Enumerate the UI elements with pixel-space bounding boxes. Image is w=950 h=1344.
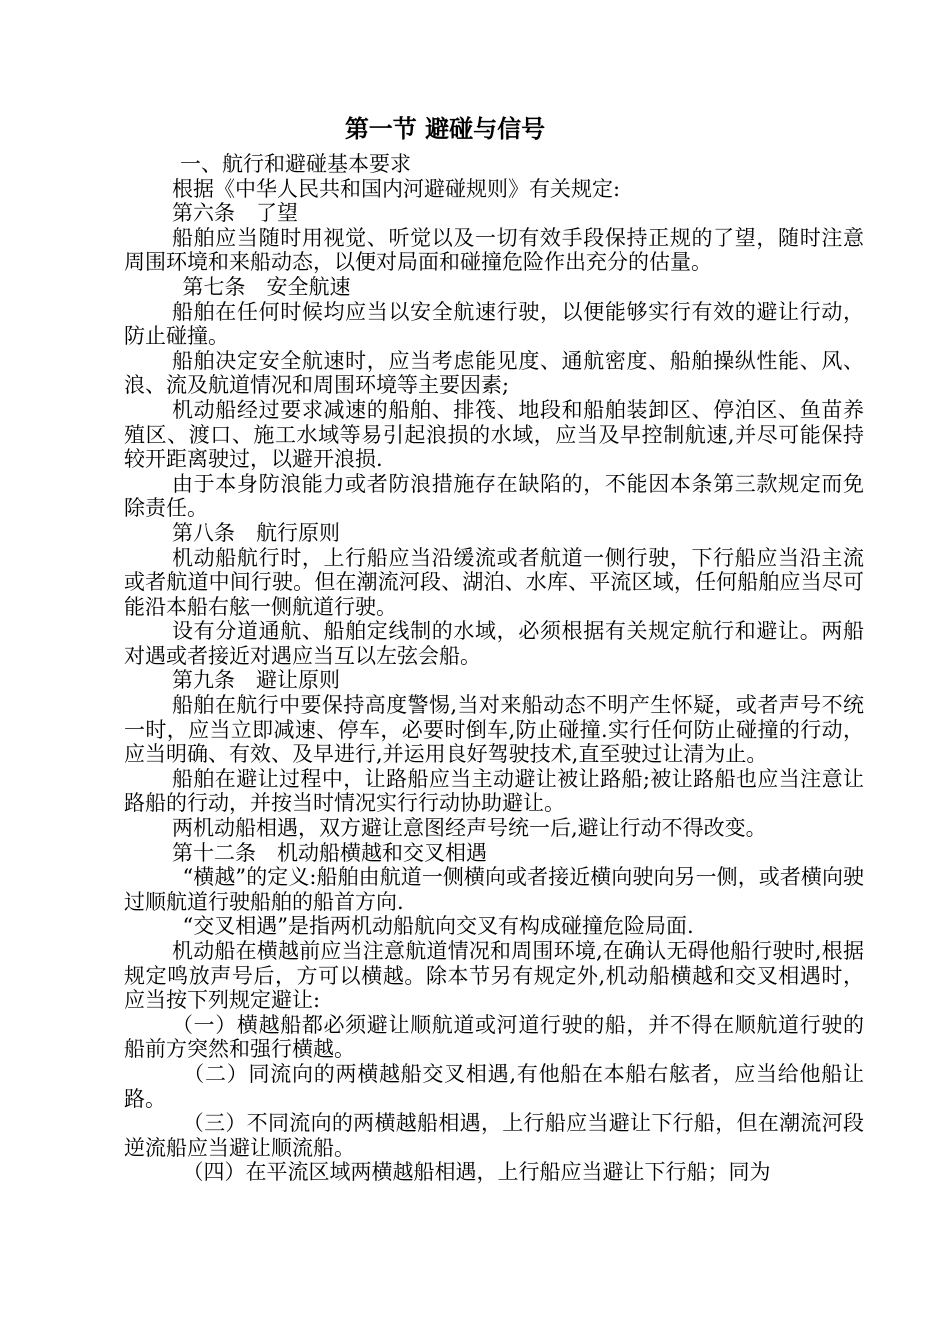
- paragraph: “交叉相遇”是指两机动船航向交叉有构成碰撞危险局面.: [172, 914, 694, 939]
- paragraph: 船舶在航行中要保持高度警惕,当对来船动态不明产生怀疑，或者声号不统一时，应当立即减速、停车，必要时倒车,防止碰撞.实行任何防止碰撞的行动，应当明确、有效、及早进行,并运用良好驾驶技术,直至驶过让清为止。: [124, 693, 864, 767]
- article-heading: 第十二条 机动船横越和交叉相遇: [172, 840, 487, 865]
- paragraph: 机动船在横越前应当注意航道情况和周围环境,在确认无碍他船行驶时,根据规定鸣放声号后，方可以横越。除本节另有规定外,机动船横越和交叉相遇时，应当按下列规定避让:: [124, 939, 864, 1013]
- section-title: 第一节 避碰与信号: [344, 115, 546, 143]
- paragraph: 船舶在任何时候均应当以安全航速行驶，以便能够实行有效的避让行动，防止碰撞。: [124, 299, 864, 349]
- article-heading: 第七条 安全航速: [172, 274, 351, 299]
- paragraph: 设有分道通航、船舶定线制的水域，必须根据有关规定航行和避让。两船对遇或者接近对遇应当互以左弦会船。: [124, 619, 864, 668]
- subsection-heading: 一、航行和避碰基本要求: [180, 152, 411, 176]
- paragraph: 船舶在避让过程中，让路船应当主动避让被让路船;被让路船也应当注意让路船的行动，并按当时情况实行行动协助避让。: [124, 766, 864, 816]
- paragraph: “横越”的定义:船舶由航道一侧横向或者接近横向驶向另一侧，或者横向驶过顺航道行驶船舶的船首方向.: [124, 865, 864, 914]
- paragraph: 船舶决定安全航速时，应当考虑能见度、通航密度、船舶操纵性能、风、浪、流及航道情况和周围环境等主要因素;: [124, 348, 864, 398]
- paragraph: （三）不同流向的两横越船相遇，上行船应当避让下行船，但在潮流河段逆流船应当避让顺流船。: [124, 1111, 864, 1160]
- paragraph: 机动船航行时，上行船应当沿缓流或者航道一侧行驶，下行船应当沿主流或者航道中间行驶。但在潮流河段、湖泊、水库、平流区域，任何船舶应当尽可能沿本船右舷一侧航道行驶。: [124, 545, 864, 619]
- paragraph: 机动船经过要求减速的船舶、排筏、地段和船舶装卸区、停泊区、鱼苗养殖区、渡口、施工水域等易引起浪损的水域，应当及早控制航速,并尽可能保持较开距离驶过，以避开浪损.: [124, 397, 864, 472]
- article-heading: 第六条 了望: [172, 201, 298, 226]
- document-body: [124, 152, 864, 1185]
- paragraph: 船舶应当随时用视觉、听觉以及一切有效手段保持正规的了望，随时注意周围环境和来船动态，以便对局面和碰撞危险作出充分的估量。: [124, 225, 864, 275]
- paragraph: （一）横越船都必须避让顺航道或河道行驶的船，并不得在顺航道行驶的船前方突然和强行横越。: [124, 1012, 864, 1062]
- article-heading: 第九条 避让原则: [172, 668, 340, 693]
- article-heading: 第八条 航行原则: [172, 520, 340, 545]
- paragraph: 根据《中华人民共和国内河避碰规则》有关规定:: [172, 176, 621, 201]
- paragraph: （四）在平流区域两横越船相遇，上行船应当避让下行船；同为: [172, 1160, 771, 1185]
- paragraph: （二）同流向的两横越船交叉相遇,有他船在本船右舷者，应当给他船让路。: [124, 1061, 864, 1111]
- paragraph: 两机动船相遇，双方避让意图经声号统一后,避让行动不得改变。: [172, 816, 767, 841]
- paragraph: 由于本身防浪能力或者防浪措施存在缺陷的，不能因本条第三款规定而免除责任。: [124, 471, 864, 521]
